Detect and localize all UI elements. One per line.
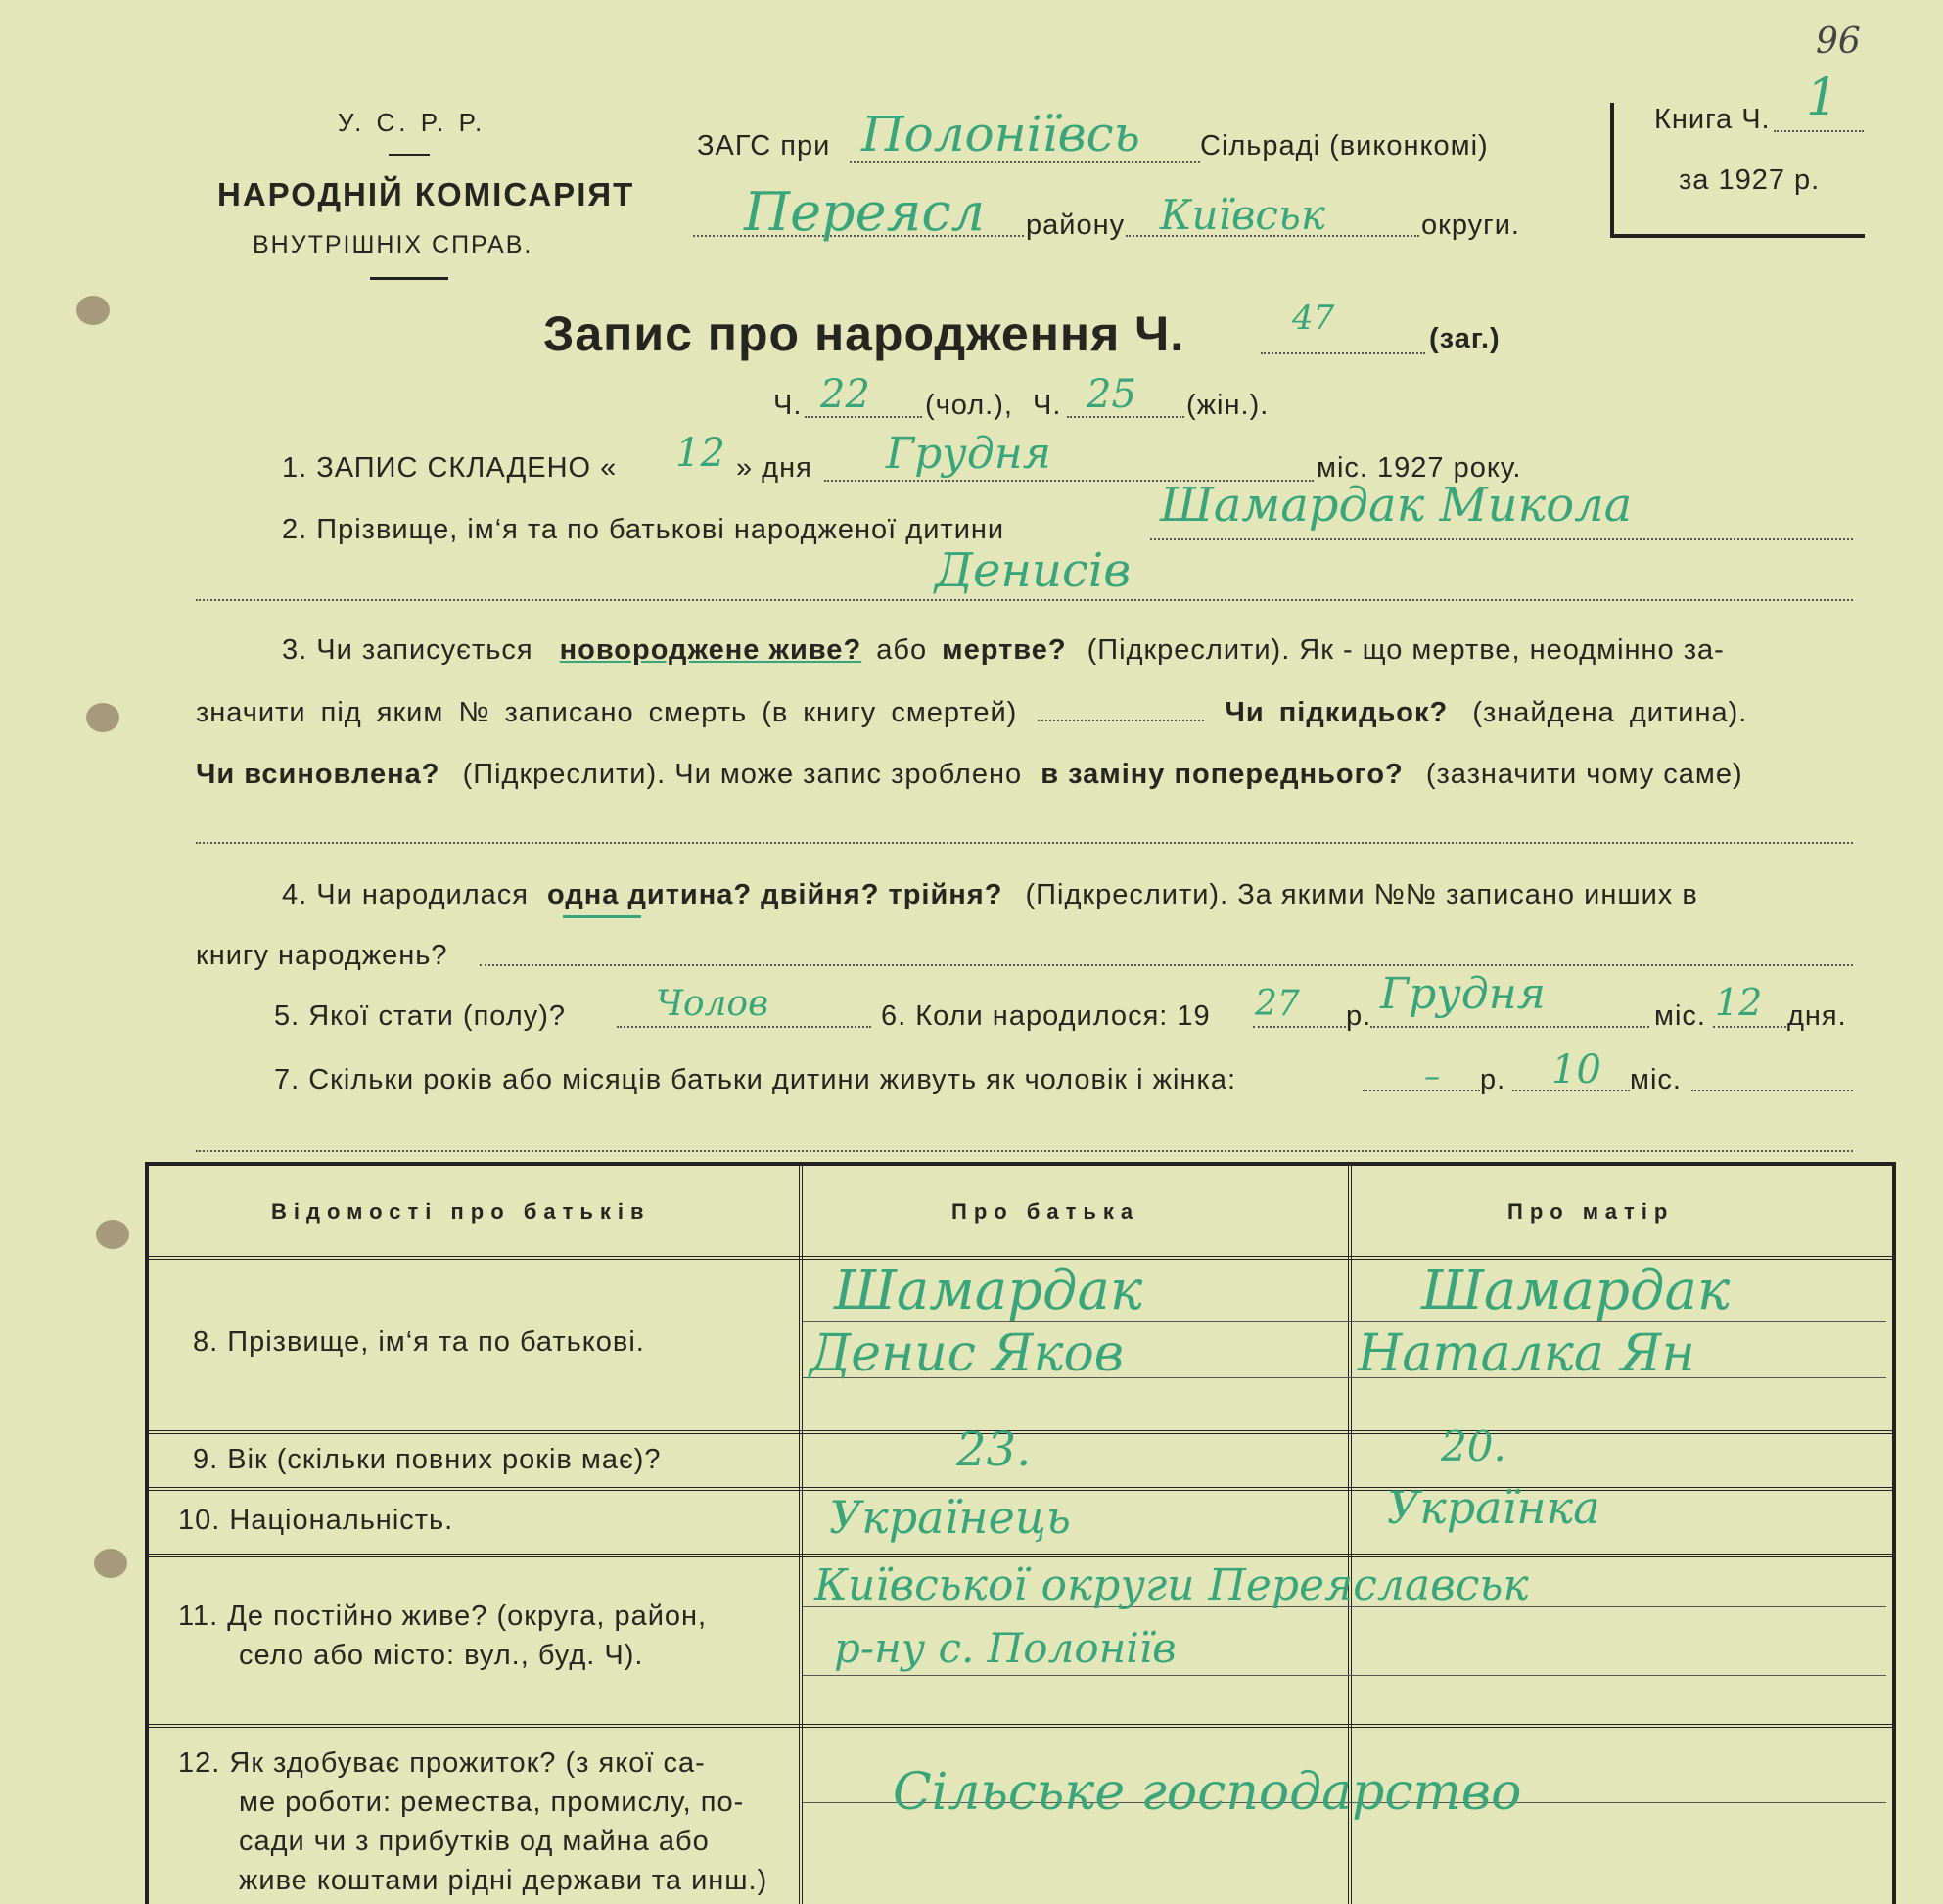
table-header-info: Відомості про батьків bbox=[271, 1199, 651, 1224]
commissariat-name: НАРОДНІЙ КОМІСАРІЯТ bbox=[217, 176, 635, 212]
department-name: ВНУТРІШНІХ СПРАВ. bbox=[253, 231, 533, 258]
mother-surname-handwritten: Шамардак bbox=[1421, 1259, 1731, 1323]
q7-years-handwritten: – bbox=[1424, 1057, 1440, 1094]
table-row-divider bbox=[149, 1554, 1892, 1557]
residence-handwritten-1: Київської округи Переяславськ bbox=[814, 1560, 1529, 1610]
father-name-handwritten: Денис Яков bbox=[810, 1324, 1125, 1383]
q5-sex-handwritten: Чолов bbox=[656, 984, 769, 1024]
male-count-handwritten: 22 bbox=[820, 372, 870, 417]
header-divider bbox=[370, 277, 448, 280]
q7-years-suffix: р. bbox=[1480, 1064, 1506, 1095]
q3-text-e: (Підкреслити). Як - що мертве, неодмінно за- bbox=[1087, 634, 1725, 666]
q6-text: 6. Коли народилося: 19 bbox=[881, 1000, 1211, 1032]
row-label-livelihood-2: ме роботи: ремества, промислу, по- bbox=[239, 1787, 745, 1818]
district-label: району bbox=[1026, 209, 1126, 241]
q6-month-line bbox=[1370, 1026, 1649, 1028]
q3-line3 bbox=[196, 759, 1743, 791]
q7-months-suffix: міс. bbox=[1630, 1064, 1682, 1095]
table-inner-rule bbox=[803, 1675, 1886, 1676]
punch-hole bbox=[94, 1549, 127, 1578]
district-handwritten: Переясл bbox=[744, 181, 985, 243]
q3-text-a: 3. Чи записується bbox=[282, 634, 533, 666]
table-header-mother: Про матір bbox=[1507, 1199, 1675, 1224]
q6-month-handwritten: Грудня bbox=[1380, 969, 1546, 1019]
q3-line1 bbox=[282, 634, 1725, 667]
row-label-residence-1: 11. Де постійно живе? (округа, район, bbox=[178, 1601, 708, 1632]
livelihood-handwritten: Сільське господарство bbox=[893, 1763, 1522, 1822]
q7-answer-line bbox=[196, 1150, 1853, 1152]
residence-handwritten-2: р-ну с. Полоніїв bbox=[834, 1624, 1177, 1672]
village-suffix: Сільраді (виконкомі) bbox=[1200, 130, 1489, 162]
q5-text: 5. Якої стати (полу)? bbox=[274, 1000, 566, 1032]
document-title: Запис про народження Ч. bbox=[543, 306, 1185, 361]
male-count-suffix: (чол.), bbox=[925, 390, 1013, 421]
q3-answer-line bbox=[196, 842, 1853, 844]
mother-nationality-handwritten: Українка bbox=[1387, 1481, 1600, 1534]
mother-age-handwritten: 20. bbox=[1441, 1422, 1506, 1470]
q2-line-2 bbox=[196, 599, 1853, 601]
table-column-divider bbox=[799, 1166, 803, 1904]
book-label: Книга Ч. bbox=[1654, 104, 1771, 135]
okrug-label: округи. bbox=[1421, 209, 1520, 241]
row-label-residence bbox=[178, 1597, 707, 1675]
village-handwritten: Полоніївсь bbox=[861, 106, 1140, 163]
row-label-residence-2: село або місто: вул., буд. Ч). bbox=[239, 1640, 644, 1671]
book-year: за 1927 р. bbox=[1679, 164, 1821, 196]
q7-text: 7. Скільки років або місяців батьки дитини живуть як чоловік і жінка: bbox=[274, 1064, 1237, 1095]
q6-year-handwritten: 27 bbox=[1255, 984, 1300, 1024]
book-number-line bbox=[1774, 130, 1864, 132]
q4-one-child-underline bbox=[563, 915, 641, 918]
q2-text: 2. Прізвище, ім‘я та по батькові народженої дитини bbox=[282, 514, 1005, 545]
punch-hole bbox=[96, 1220, 129, 1249]
q1-month-handwritten: Грудня bbox=[886, 429, 1051, 479]
q3-text-c: або bbox=[876, 634, 928, 666]
q3-text-found: (знайдена дитина). bbox=[1472, 697, 1748, 728]
row-label-livelihood-1: 12. Як здобуває прожиток? (з якої са- bbox=[178, 1747, 706, 1779]
table-header-father: Про батька bbox=[951, 1199, 1140, 1224]
q3-text-death-ref: значити під яким № записано смерть (в книгу смертей) bbox=[196, 697, 1018, 728]
row-label-livelihood bbox=[178, 1743, 767, 1900]
q6-day-handwritten: 12 bbox=[1715, 981, 1763, 1024]
q7-years-line bbox=[1363, 1090, 1480, 1091]
row-label-age: 9. Вік (скільки повних років має)? bbox=[193, 1444, 662, 1475]
q3-text-adopted: Чи всиновлена? bbox=[196, 759, 440, 790]
okrug-handwritten: Київськ bbox=[1160, 191, 1325, 239]
father-age-handwritten: 23. bbox=[956, 1422, 1032, 1477]
state-name: У. С. Р. Р. bbox=[338, 108, 486, 137]
male-count-prefix: Ч. bbox=[773, 390, 803, 421]
q3-text-foundling: Чи підкидьок? bbox=[1225, 697, 1449, 728]
q4-text-options: одна дитина? двійня? трійня? bbox=[547, 879, 1003, 910]
registry-prefix: ЗАГС при bbox=[697, 130, 831, 162]
q6-year-line bbox=[1253, 1026, 1346, 1028]
q4-text-a: 4. Чи народилася bbox=[282, 879, 529, 910]
punch-hole bbox=[76, 296, 110, 325]
mother-name-handwritten: Наталка Ян bbox=[1358, 1324, 1695, 1383]
q1-text-c: міс. 1927 року. bbox=[1317, 452, 1522, 484]
book-number-handwritten: 1 bbox=[1806, 69, 1839, 127]
q1-text-a: 1. ЗАПИС СКЛАДЕНО « bbox=[282, 452, 618, 484]
title-number-line bbox=[1261, 352, 1425, 354]
q2-name-handwritten: Шамардак Микола bbox=[1160, 478, 1633, 533]
q4-answer-line bbox=[480, 964, 1853, 966]
female-count-handwritten: 25 bbox=[1087, 372, 1136, 417]
q5-sex-line bbox=[617, 1026, 871, 1028]
q3-line2 bbox=[196, 697, 1747, 729]
title-suffix: (заг.) bbox=[1429, 323, 1501, 354]
q3-text-reason: (зазначити чому саме) bbox=[1425, 759, 1743, 790]
row-label-name: 8. Прізвище, ім‘я та по батькові. bbox=[193, 1326, 645, 1358]
q7-months-trail-line bbox=[1691, 1090, 1853, 1091]
q6-day-suffix: дня. bbox=[1787, 1000, 1847, 1032]
q6-month-suffix: міс. bbox=[1654, 1000, 1706, 1032]
q3-text-replacement: в заміну попереднього? bbox=[1041, 759, 1404, 790]
parents-table bbox=[145, 1162, 1896, 1904]
q7-months-handwritten: 10 bbox=[1551, 1047, 1601, 1092]
q6-year-suffix: р. bbox=[1346, 1000, 1372, 1032]
q6-day-line bbox=[1713, 1026, 1786, 1028]
q4-line1 bbox=[282, 879, 1698, 911]
father-surname-handwritten: Шамардак bbox=[834, 1259, 1143, 1323]
q4-line2: книгу народжень? bbox=[196, 940, 448, 971]
q2-line-1 bbox=[1150, 538, 1853, 540]
q1-day-handwritten: 12 bbox=[675, 431, 725, 476]
record-number-handwritten: 47 bbox=[1292, 299, 1335, 338]
row-label-nationality: 10. Національність. bbox=[178, 1505, 454, 1536]
q3-text-dead: мертве? bbox=[942, 634, 1067, 666]
punch-hole bbox=[86, 703, 119, 732]
row-label-livelihood-4: живе коштами рідні держави та инш.) bbox=[239, 1865, 768, 1896]
row-label-livelihood-3: сади чи з прибутків од майна або bbox=[239, 1826, 710, 1857]
female-count-prefix: Ч. bbox=[1033, 390, 1062, 421]
header-divider bbox=[389, 154, 430, 156]
q3-text-alive: новороджене живе? bbox=[559, 634, 862, 666]
table-row-divider bbox=[149, 1724, 1892, 1728]
q2-patronymic-handwritten: Денисів bbox=[935, 543, 1132, 598]
female-count-suffix: (жін.). bbox=[1186, 390, 1270, 421]
q1-text-b: » дня bbox=[736, 452, 812, 484]
q4-text-c: (Підкреслити). За якими №№ записано инших в bbox=[1025, 879, 1698, 910]
father-nationality-handwritten: Українець bbox=[829, 1491, 1071, 1544]
page-number: 96 bbox=[1816, 22, 1861, 62]
q3-text-replace-q: (Підкреслити). Чи може запис зроблено bbox=[462, 759, 1023, 790]
